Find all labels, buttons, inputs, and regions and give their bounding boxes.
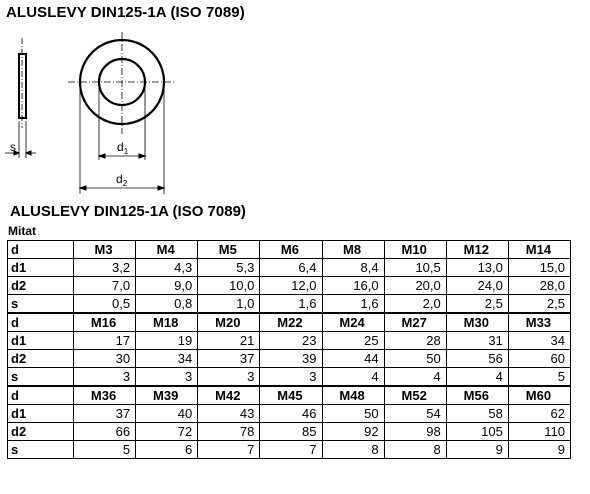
value-cell-s: 2,5 bbox=[446, 295, 508, 314]
row-label-d2: d2 bbox=[8, 423, 74, 441]
value-cell-d2: 30 bbox=[74, 350, 136, 368]
size-header-cell: M42 bbox=[198, 386, 260, 405]
dimensions-table bbox=[7, 240, 571, 459]
value-cell-d1: 46 bbox=[260, 405, 322, 423]
value-cell-d2: 60 bbox=[508, 350, 570, 368]
value-cell-d1: 15,0 bbox=[508, 259, 570, 277]
value-cell-d2: 7,0 bbox=[74, 277, 136, 295]
value-cell-s: 3 bbox=[74, 368, 136, 387]
value-cell-d2: 110 bbox=[508, 423, 570, 441]
value-cell-d1: 54 bbox=[384, 405, 446, 423]
size-header-cell: M10 bbox=[384, 241, 446, 259]
value-cell-d1: 31 bbox=[446, 332, 508, 350]
value-cell-d1: 6,4 bbox=[260, 259, 322, 277]
value-cell-s: 0,5 bbox=[74, 295, 136, 314]
value-cell-s: 6 bbox=[136, 441, 198, 459]
value-cell-d1: 17 bbox=[74, 332, 136, 350]
value-cell-d2: 72 bbox=[136, 423, 198, 441]
value-cell-s: 0,8 bbox=[136, 295, 198, 314]
value-cell-d2: 56 bbox=[446, 350, 508, 368]
size-header-cell: M16 bbox=[74, 313, 136, 332]
value-cell-d1: 40 bbox=[136, 405, 198, 423]
size-header-cell: M39 bbox=[136, 386, 198, 405]
value-cell-d1: 34 bbox=[508, 332, 570, 350]
size-header-cell: M6 bbox=[260, 241, 322, 259]
row-label-d: d bbox=[8, 241, 74, 259]
table-row bbox=[8, 313, 571, 332]
size-header-cell: M27 bbox=[384, 313, 446, 332]
value-cell-s: 1,6 bbox=[322, 295, 384, 314]
value-cell-d2: 50 bbox=[384, 350, 446, 368]
value-cell-d1: 58 bbox=[446, 405, 508, 423]
table-row bbox=[8, 368, 571, 387]
size-header-cell: M14 bbox=[508, 241, 570, 259]
table-row bbox=[8, 441, 571, 459]
row-label-d1: d1 bbox=[8, 259, 74, 277]
value-cell-d2: 105 bbox=[446, 423, 508, 441]
size-header-cell: M22 bbox=[260, 313, 322, 332]
value-cell-d2: 20,0 bbox=[384, 277, 446, 295]
value-cell-d1: 50 bbox=[322, 405, 384, 423]
value-cell-d1: 19 bbox=[136, 332, 198, 350]
row-label-d: d bbox=[8, 313, 74, 332]
table-row bbox=[8, 350, 571, 368]
value-cell-d2: 24,0 bbox=[446, 277, 508, 295]
value-cell-s: 3 bbox=[260, 368, 322, 387]
value-cell-s: 7 bbox=[260, 441, 322, 459]
size-header-cell: M20 bbox=[198, 313, 260, 332]
value-cell-d2: 34 bbox=[136, 350, 198, 368]
value-cell-s: 4 bbox=[322, 368, 384, 387]
value-cell-s: 5 bbox=[508, 368, 570, 387]
value-cell-d2: 12,0 bbox=[260, 277, 322, 295]
size-header-cell: M24 bbox=[322, 313, 384, 332]
row-label-d: d bbox=[8, 386, 74, 405]
table-row bbox=[8, 277, 571, 295]
value-cell-s: 9 bbox=[508, 441, 570, 459]
size-header-cell: M48 bbox=[322, 386, 384, 405]
section-label: Mitat bbox=[8, 224, 36, 238]
row-label-s: s bbox=[8, 441, 74, 459]
table-row bbox=[8, 423, 571, 441]
value-cell-d2: 39 bbox=[260, 350, 322, 368]
size-header-cell: M45 bbox=[260, 386, 322, 405]
value-cell-s: 5 bbox=[74, 441, 136, 459]
value-cell-d1: 43 bbox=[198, 405, 260, 423]
size-header-cell: M5 bbox=[198, 241, 260, 259]
value-cell-d2: 78 bbox=[198, 423, 260, 441]
table-row bbox=[8, 241, 571, 259]
size-header-cell: M60 bbox=[508, 386, 570, 405]
value-cell-s: 8 bbox=[322, 441, 384, 459]
s-dimension-label: s bbox=[10, 140, 16, 154]
row-label-d2: d2 bbox=[8, 277, 74, 295]
value-cell-s: 7 bbox=[198, 441, 260, 459]
row-label-d1: d1 bbox=[8, 405, 74, 423]
size-header-cell: M3 bbox=[74, 241, 136, 259]
value-cell-d2: 37 bbox=[198, 350, 260, 368]
value-cell-d2: 92 bbox=[322, 423, 384, 441]
value-cell-d1: 37 bbox=[74, 405, 136, 423]
table-row bbox=[8, 332, 571, 350]
size-header-cell: M30 bbox=[446, 313, 508, 332]
value-cell-d1: 5,3 bbox=[198, 259, 260, 277]
value-cell-d1: 8,4 bbox=[322, 259, 384, 277]
value-cell-d1: 4,3 bbox=[136, 259, 198, 277]
value-cell-s: 3 bbox=[136, 368, 198, 387]
row-label-s: s bbox=[8, 295, 74, 314]
d2-dimension-label: $d_2$ bbox=[116, 172, 128, 188]
table-row bbox=[8, 405, 571, 423]
value-cell-d1: 21 bbox=[198, 332, 260, 350]
value-cell-d2: 85 bbox=[260, 423, 322, 441]
value-cell-d1: 13,0 bbox=[446, 259, 508, 277]
size-header-cell: M12 bbox=[446, 241, 508, 259]
size-header-cell: M8 bbox=[322, 241, 384, 259]
washer-front-view bbox=[68, 32, 176, 194]
washer-drawing bbox=[0, 0, 590, 200]
value-cell-s: 9 bbox=[446, 441, 508, 459]
table-row bbox=[8, 259, 571, 277]
size-header-cell: M52 bbox=[384, 386, 446, 405]
size-header-cell: M18 bbox=[136, 313, 198, 332]
value-cell-s: 3 bbox=[198, 368, 260, 387]
row-label-d2: d2 bbox=[8, 350, 74, 368]
value-cell-d2: 10,0 bbox=[198, 277, 260, 295]
value-cell-d2: 44 bbox=[322, 350, 384, 368]
table-row bbox=[8, 386, 571, 405]
value-cell-s: 1,6 bbox=[260, 295, 322, 314]
size-header-cell: M56 bbox=[446, 386, 508, 405]
value-cell-s: 4 bbox=[384, 368, 446, 387]
value-cell-d1: 62 bbox=[508, 405, 570, 423]
row-label-s: s bbox=[8, 368, 74, 387]
value-cell-d1: 23 bbox=[260, 332, 322, 350]
row-label-d1: d1 bbox=[8, 332, 74, 350]
value-cell-d1: 10,5 bbox=[384, 259, 446, 277]
d1-dimension-label: $d_1$ bbox=[117, 140, 129, 156]
value-cell-s: 2,0 bbox=[384, 295, 446, 314]
page-title: ALUSLEVY DIN125-1A (ISO 7089) bbox=[6, 4, 245, 21]
value-cell-d1: 28 bbox=[384, 332, 446, 350]
size-header-cell: M4 bbox=[136, 241, 198, 259]
table-row bbox=[8, 295, 571, 314]
table-title: ALUSLEVY DIN125-1A (ISO 7089) bbox=[10, 203, 246, 220]
value-cell-d2: 98 bbox=[384, 423, 446, 441]
value-cell-d2: 28,0 bbox=[508, 277, 570, 295]
value-cell-s: 2,5 bbox=[508, 295, 570, 314]
value-cell-s: 1,0 bbox=[198, 295, 260, 314]
value-cell-d2: 66 bbox=[74, 423, 136, 441]
value-cell-d2: 16,0 bbox=[322, 277, 384, 295]
value-cell-d1: 3,2 bbox=[74, 259, 136, 277]
value-cell-d1: 25 bbox=[322, 332, 384, 350]
size-header-cell: M33 bbox=[508, 313, 570, 332]
value-cell-d2: 9,0 bbox=[136, 277, 198, 295]
value-cell-s: 8 bbox=[384, 441, 446, 459]
value-cell-s: 4 bbox=[446, 368, 508, 387]
size-header-cell: M36 bbox=[74, 386, 136, 405]
